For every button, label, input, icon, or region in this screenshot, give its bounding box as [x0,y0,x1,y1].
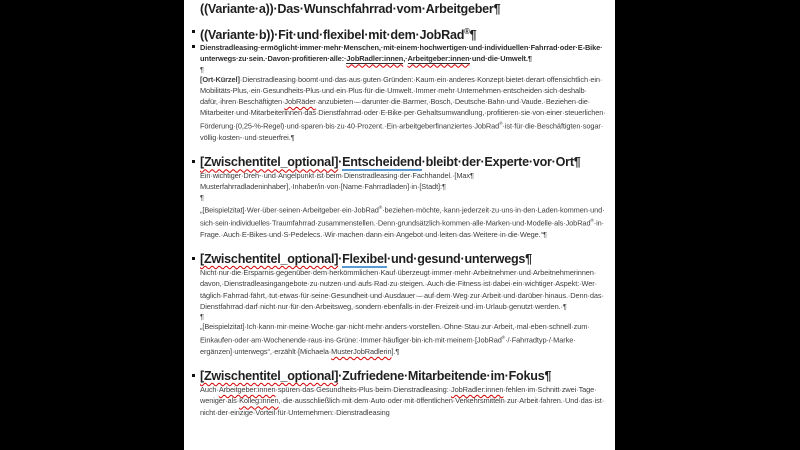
text-run: ((Variante·​b))·​Fit·​und·​flexibel·​mit·​dem·​JobRad [200,28,465,43]
text-run: Auch·​ [200,385,219,395]
paragraph-anchor-icon [192,374,195,377]
heading-variante-a[interactable] [200,2,607,16]
lead-paragraph[interactable] [200,74,607,144]
text-run: Kolleg:innen [239,396,279,406]
text-run: JobRäder [284,97,316,106]
text-run: „[Beispielzitat]·​Wer·​über·​seinen·​Arbeitgeber·​ein·​JobRad [200,205,379,215]
text-run: ].¶ [391,346,400,356]
text-run: ¶ [469,28,477,43]
text-run: ,·​die·​ausschließlich·​mit·​dem·​Auto·​oder·​mit·​öffentlichen·​Verkehrsmitteln·​zur·​Arbeit·​fahren.·​Und·​das·​ist·​nicht·​der·​einzige·​Vorteil·​für·​Unternehmen:·​Dienstradleasing [200,396,605,417]
text-run: ® [378,204,383,210]
text-run: ,·​ [403,54,408,64]
text-run: Flexibel [342,252,387,267]
empty-paragraph[interactable] [200,193,607,202]
text-run: Dienstradleasing·​ermöglicht·​immer·​mehr·​Menschen,·​mit·​einem·​hochwertigen·​und·​individuellen·​Fahrrad·​oder·​E-Bike·​unterwegs·​zu·​sein.·​Davon·​profitieren·​alle:·​ [200,43,603,64]
text-run: ·​und·​die·​Umwelt.¶ [469,54,532,64]
text-run: [Zwischentitel_optional] [200,155,339,170]
text-run: ·​Zufriedene·​Mitarbeitende·​im·​Fokus¶ [338,369,552,384]
text-run: ·​anzubieten·​–·​darunter·​die·​Barmer,·​Bosch,·​Deutsche·​Bahn·​und·​Vaude.·​Beziehen·​die·​Mitarbeiter·​und·​Mitarbeiterinnen·​das·​Dienstfahrrad·​oder·​E-Bike·​per·​Gehaltsumwandlung,·​profitieren·​sie·​von·​einer·​steuerlichen·​Förderung·​(0,25-%-Regel)·​und·​sparen·​bis·​zu·​40·​Prozent.·​Ein·​arbeitgeberfinanziertes·​JobRad [200,97,606,131]
paragraph-anchor-icon [192,45,195,48]
text-run: Musterfahrradladeninhaber],·​Inhaber/in·​von·​[Name·​Fahrradladen]·​in·​[Stadt]:¶ [200,182,446,192]
text-run: JobRadler:innen [346,54,404,64]
text-run: ·​und·​gesund·​unterwegs¶ [387,252,532,267]
text-run: ¶ [200,192,204,202]
text-run: Entscheidend [342,155,422,170]
text-run: Arbeitgeber:innen [407,54,470,64]
empty-paragraph[interactable] [200,312,607,321]
text-run: Ein·​wichtiger·​Dreh-·​und·​Angelpunkt·​ist·​beim·​Dienstradleasing·​der·​Fachhandel.·​[Max¶ [200,171,474,181]
text-run: [Zwischentitel_optional] [200,369,339,384]
fitness-paragraph[interactable] [200,267,607,312]
text-run: ·​bleibt·​der·​Experte·​vor·​Ort¶ [421,155,581,170]
text-run: „[Beispielzitat]·​Ich·​kann·​mir·​meine·​Woche·​gar·​nicht·​mehr·​anders·​vorstellen.·​Ohne·​Stau·​zur·​Arbeit,·​mal·​eben·​schnell·​zum·​Einkaufen·​oder·​am·​Wochenende·​raus·​ins·​Grüne:·​Immer·​häufiger·​bin·​ich·​mit·​meinem·​[JobRad [200,322,590,345]
text-run: ¶ [200,64,204,74]
text-run: Arbeitgeber:innen [218,385,276,395]
gesundheit-paragraph[interactable] [200,384,607,418]
text-run: ® [590,218,594,224]
text-run: ¶ [200,312,204,322]
paragraph-anchor-icon [192,257,195,260]
empty-paragraph[interactable] [200,65,607,74]
text-run: ((Variante·​a))·​Das·​Wunschfahrrad·​vom·​Arbeitgeber¶ [200,2,501,16]
text-run: ® [499,121,503,127]
text-run: ·​/·​Fahrradtyp·​/·​Marke·​ergänzen]·​unterwegs“,·​erzählt·​[Michaela·​ [200,335,576,356]
subheading-flexibel[interactable] [200,252,607,266]
text-run: ·​beziehen·​möchte,·​kann·​jederzeit·​zu·​uns·​in·​den·​Laden·​kommen·​und·​sich·​sein·​individuelles·​Traumfahrrad·​zusammenstellen.·​Denn·​grundsätzlich·​kommen·​alle·​Marken·​und·​Modelle·​als·​JobRad [200,205,605,228]
text-run: ® [501,335,506,341]
paragraph-anchor-icon [192,160,195,163]
text-run: JobRadler:innen [451,385,504,395]
subheading-mitarbeitende[interactable] [200,369,607,383]
text-run: ·​spüren·​das·​Gesundheits-Plus·​beim·​Dienstradleasing:·​ [275,385,452,395]
text-run: Nicht·​nur·​die·​Ersparnis·​gegenüber·​dem·​herkömmlichen·​Kauf·​überzeugt·​immer·​mehr·​Arbeitnehmer·​und·​Arbeitnehmerinnen·​davon,·​Dienstradleasingangebote·​zu·​nutzen·​und·​aufs·​Rad·​zu·​steigen.·​Auch·​die·​Fitness·​ist·​dabei·​ein·​wichtiger·​Aspekt:·​Wer·​täglich·​Fahrrad·​fährt,·​tut·​etwas·​für·​seine·​Gesundheit·​und·​Ausdauer·​–·​auf·​dem·​Weg·​zur·​Arbeit·​und·​darüber·​hinaus.·​Denn·​das·​Dienstfahrrad·​darf·​nicht·​nur·​für·​den·​Arbeitsweg,·​sondern·​ebenfalls·​in·​der·​Freizeit·​und·​im·​Urlaub·​genutzt·​werden.·​¶ [200,268,604,311]
expert-paragraph[interactable] [200,170,607,192]
text-run: ·​fehlen·​im·​Schnitt·​zwei·​Tage·​weniger·​als·​ [200,385,597,406]
text-run: ·​Dienstradleasing·​boomt·​und·​das·​aus·​guten·​Gründen:·​Kaum·​ein·​anderes·​Konzept·​bietet·​derart·​offensichtlich·​ein·​Mobilitäts-Plus,·​ein·​Gesundheits-Plus·​und·​ein·​Plus·​für·​die·​Umwelt.·​Immer·​mehr·​Unternehmen·​entscheiden·​sich·​deshalb·​dafür,·​ihren·​Beschäftigten·​ [200,74,603,106]
text-run: [Ort-Kürzel] [200,74,240,84]
intro-paragraph[interactable] [200,42,607,64]
text-run: ·​in·​Frage.·​Auch·​E-Bikes·​und·​S-Pedelecs.·​Wir·​machen·​dann·​ein·​Angebot·​und·​leiten·​das·​Weitere·​in·​die·​Wege.“¶ [200,218,605,240]
heading-variante-b[interactable] [200,25,607,42]
document-page[interactable] [184,0,615,450]
text-run: ·​ [338,155,343,170]
quote-haendler[interactable] [200,202,607,241]
text-run: MusterJobRadlerin [331,346,392,356]
subheading-experte[interactable] [200,155,607,169]
paragraph-anchor-icon [192,30,195,33]
text-run: ·​ist·​für·​die·​Beschäftigten·​sogar·​völlig·​kosten-·​und·​steuerfrei.¶ [200,121,604,143]
text-run: [Zwischentitel_optional] [200,252,339,267]
text-run: ·​ [338,252,343,267]
quote-jobradlerin[interactable] [200,321,607,357]
text-run: ® [464,27,470,36]
